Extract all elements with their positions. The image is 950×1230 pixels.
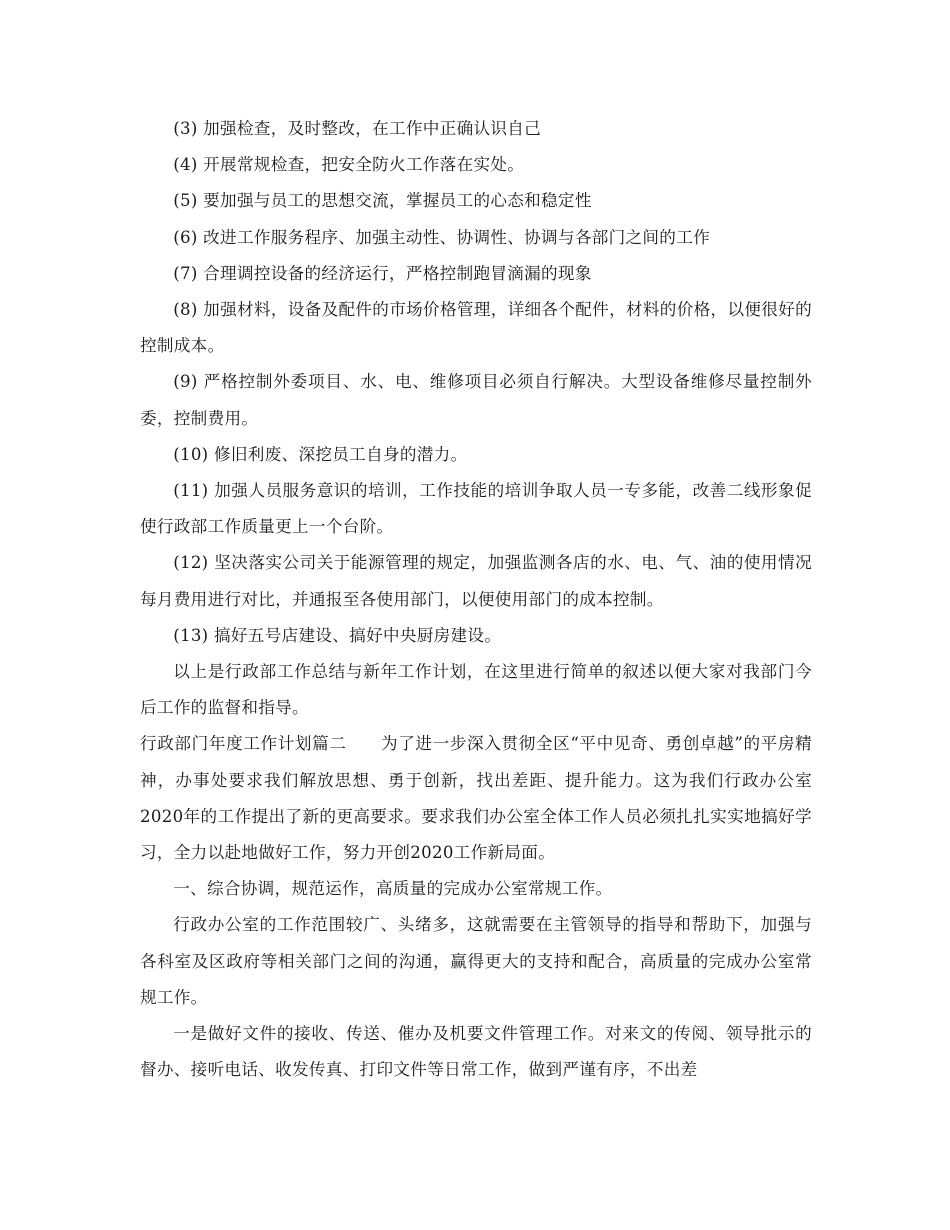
- document-body: [140, 111, 812, 1088]
- paragraph-item-12: (12) 坚决落实公司关于能源管理的规定，加强监测各店的水、电、气、油的使用情况每月费用进行对比，并通报至各使用部门，以便使用部门的成本控制。: [140, 553, 812, 609]
- paragraph-office-scope: 行政办公室的工作范围较广、头绪多，这就需要在主管领导的指导和帮助下，加强与各科室及区政府等相关部门之间的沟通，赢得更大的支持和配合，高质量的完成办公室常规工作。: [140, 915, 812, 1007]
- paragraph-item-13: (13) 搞好五号店建设、搞好中央厨房建设。: [173, 625, 502, 645]
- paragraph-section-two-intro: 行政部门年度工作计划篇二 为了进一步深入贯彻全区“平中见奇、勇创卓越”的平房精神，办事处要求我们解放思想、勇于创新，找出差距、提升能力。这为我们行政办公室2020年的工作提出了新的更高要求。要求我们办公室全体工作人员必须扎扎实实地搞好学习，全力以赴地做好工作，努力开创2020工作新局面。: [140, 734, 812, 863]
- paragraph-item-4: (4) 开展常规检查，把安全防火工作落在实处。: [173, 155, 525, 175]
- paragraph-item-5: (5) 要加强与员工的思想交流，掌握员工的心态和稳定性: [173, 191, 592, 211]
- paragraph-item-11: (11) 加强人员服务意识的培训，工作技能的培训争取人员一专多能，改善二线形象促使行政部工作质量更上一个台阶。: [140, 481, 812, 537]
- paragraph-item-7: (7) 合理调控设备的经济运行，严格控制跑冒滴漏的现象: [173, 263, 592, 283]
- paragraph-summary: 以上是行政部工作总结与新年工作计划，在这里进行简单的叙述以便大家对我部门今后工作的监督和指导。: [140, 662, 812, 718]
- section-heading-one: 一、综合协调，规范运作，高质量的完成办公室常规工作。: [173, 879, 613, 899]
- paragraph-item-6: (6) 改进工作服务程序、加强主动性、协调性、协调与各部门之间的工作: [173, 227, 710, 247]
- paragraph-item-9: (9) 严格控制外委项目、水、电、维修项目必须自行解决。大型设备维修尽量控制外委，控制费用。: [140, 372, 812, 428]
- paragraph-item-10: (10) 修旧利废、深挖员工自身的潜力。: [173, 444, 468, 464]
- paragraph-item-3: (3) 加强检查，及时整改，在工作中正确认识自己: [173, 119, 542, 138]
- paragraph-document-handling: 一是做好文件的接收、传送、催办及机要文件管理工作。对来文的传阅、领导批示的督办、接听电话、收发传真、打印文件等日常工作，做到严谨有序，不出差: [140, 1024, 812, 1080]
- paragraph-item-8: (8) 加强材料，设备及配件的市场价格管理，详细各个配件，材料的价格，以便很好的控制成本。: [140, 300, 812, 356]
